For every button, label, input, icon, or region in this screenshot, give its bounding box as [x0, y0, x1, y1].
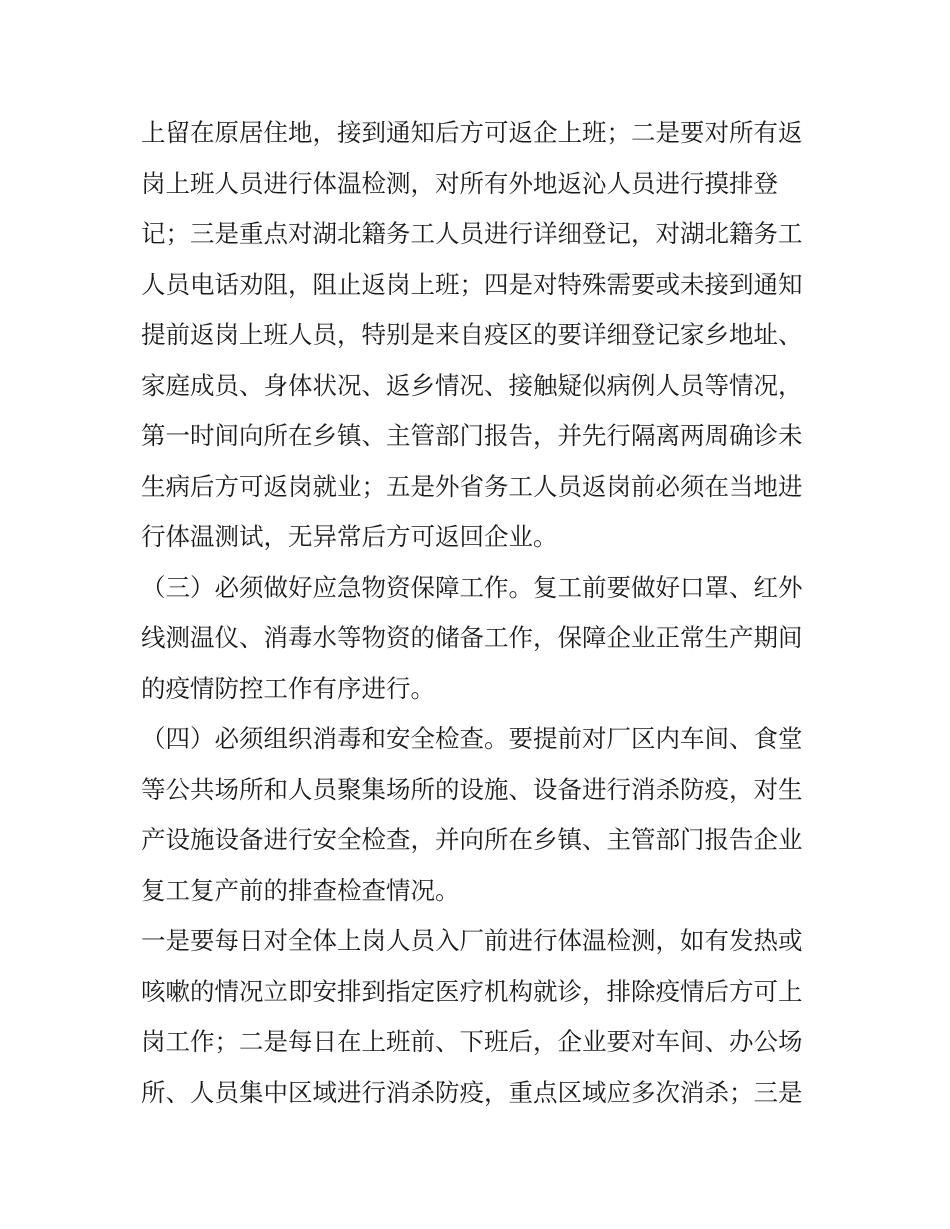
text-line: 等公共场所和人员聚集场所的设施、设备进行消杀防疫，对生	[141, 774, 803, 804]
text-line: 的疫情防控工作有序进行。	[141, 673, 435, 703]
text-line: 上留在原居住地，接到通知后方可返企上班；二是要对所有返	[141, 118, 803, 147]
text-line: 提前返岗上班人员，特别是来自疫区的要详细登记家乡地址、	[141, 320, 803, 349]
text-line: 岗上班人员进行体温检测，对所有外地返沁人员进行摸排登	[141, 168, 778, 198]
text-line: 复工复产前的排查检查情况。	[141, 875, 460, 905]
body-text	[141, 108, 821, 1118]
text-line: 记；三是重点对湖北籍务工人员进行详细登记，对湖北籍务工	[141, 219, 803, 248]
text-line: 行体温测试，无异常后方可返回企业。	[141, 522, 558, 551]
text-line: （四）必须组织消毒和安全检查。要提前对厂区内车间、食堂	[141, 724, 803, 753]
text-line: 线测温仪、消毒水等物资的储备工作，保障企业正常生产期间	[141, 623, 803, 652]
text-line: 岗工作；二是每日在上班前、下班后，企业要对车间、办公场	[141, 1027, 803, 1056]
text-line: 所、人员集中区域进行消杀防疫，重点区域应多次消杀；三是	[141, 1077, 803, 1107]
text-line: 家庭成员、身体状况、返乡情况、接触疑似病例人员等情况，	[141, 370, 803, 400]
text-line: 咳嗽的情况立即安排到指定医疗机构就诊，排除疫情后方可上	[141, 976, 803, 1006]
text-line: 人员电话劝阻，阻止返岗上班；四是对特殊需要或未接到通知	[141, 269, 803, 299]
text-line: 生病后方可返岗就业；五是外省务工人员返岗前必须在当地进	[141, 471, 803, 501]
text-line: 产设施设备进行安全检查，并向所在乡镇、主管部门报告企业	[141, 825, 803, 854]
text-line: 一是要每日对全体上岗人员入厂前进行体温检测，如有发热或	[141, 926, 803, 955]
text-line: 第一时间向所在乡镇、主管部门报告，并先行隔离两周确诊未	[141, 421, 803, 450]
text-line: （三）必须做好应急物资保障工作。复工前要做好口罩、红外	[141, 572, 803, 602]
